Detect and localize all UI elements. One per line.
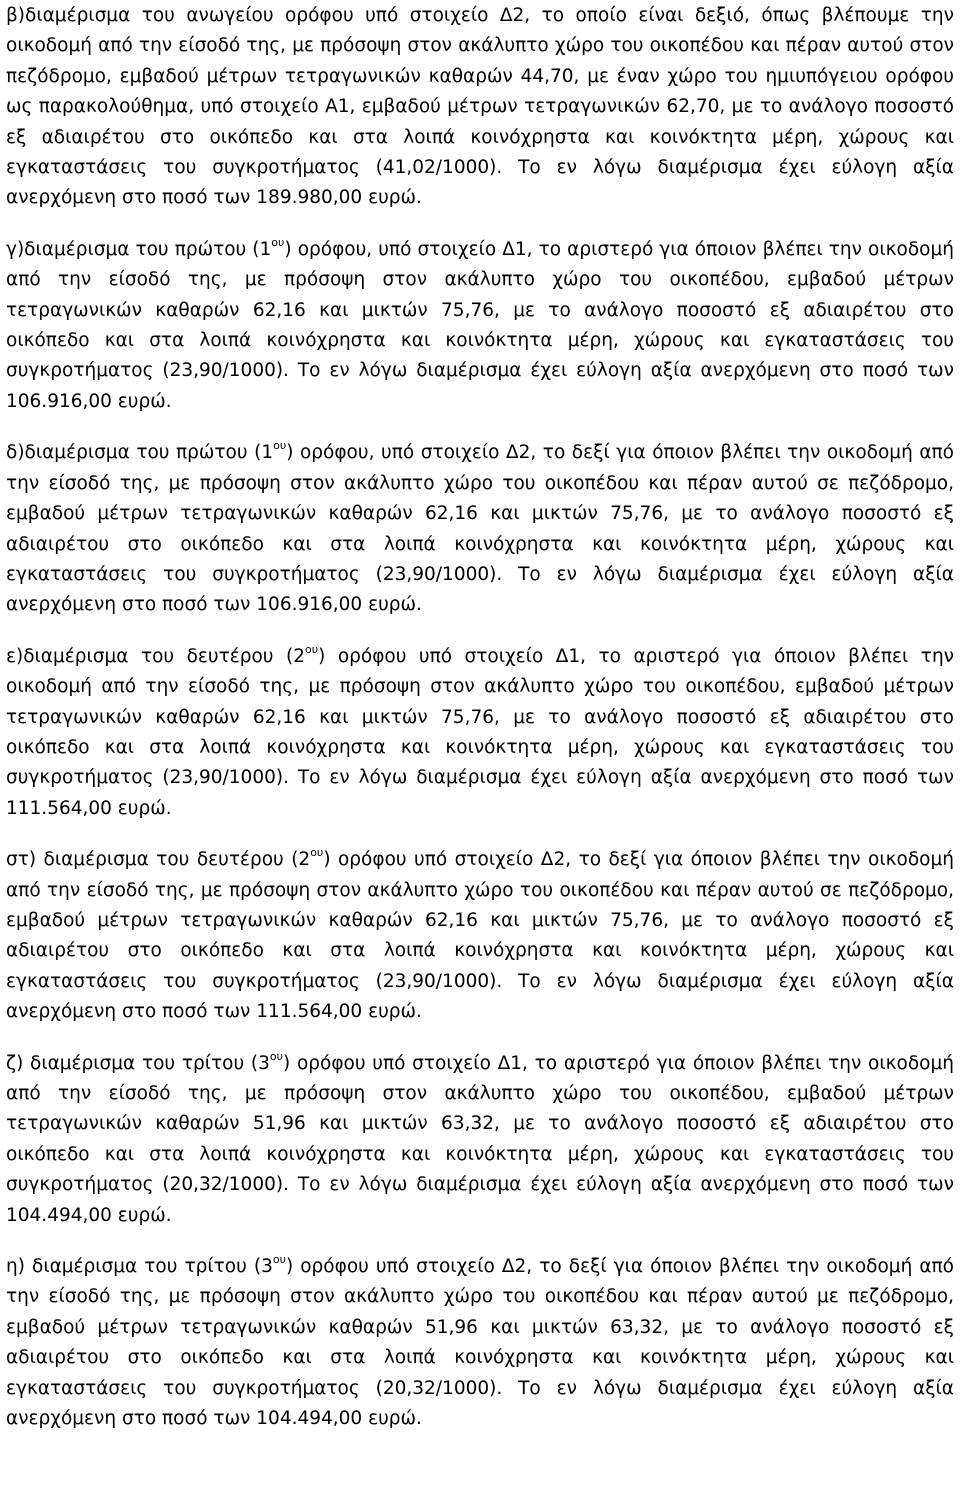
paragraph-e-lead: ε)διαμέρισμα του δευτέρου (2 [6, 645, 305, 667]
ordinal-superscript: ου [310, 846, 324, 860]
ordinal-superscript: ου [273, 439, 287, 453]
paragraph-st-text: ) ορόφου υπό στοιχείο Δ2, το δεξί για όποιον βλέπει την οικοδομή από την είσοδό της, με πρόσοψη στον ακάλυπτο χώρο του οικοπέδου και πέραν αυτού σε πεζόδρομο, εμβαδού μέτρων τετραγωνικών καθαρών 62,16 και μικτών 75,76, με το ανάλογο ποσοστό εξ αδιαιρέτου στο οικόπεδο και στα λοιπά κοινόχρηστα και κοινόκτητα μέρη, χώρους και εγκαταστάσεις του συγκροτήματος (23,90/1000). Το εν λόγω διαμέρισμα έχει εύλογη αξία ανερχόμενη στο ποσό των 111.564,00 ευρώ. [6, 849, 954, 1023]
paragraph-d [6, 438, 954, 620]
paragraph-z [6, 1049, 954, 1231]
paragraph-c-text: ) ορόφου, υπό στοιχείο Δ1, το αριστερό για όποιον βλέπει την οικοδομή από την είσοδό της, με πρόσοψη στον ακάλυπτο χώρο του οικοπέδου, εμβαδού μέτρων τετραγωνικών καθαρών 62,16 και μικτών 75,76, με το ανάλογο ποσοστό εξ αδιαιρέτου στο οικόπεδο και στα λοιπά κοινόχρηστα και κοινόκτητα μέρη, χώρους και εγκαταστάσεις του συγκροτήματος (23,90/1000). Το εν λόγω διαμέρισμα έχει εύλογη αξία ανερχόμενη στο ποσό των 106.916,00 ευρώ. [6, 238, 954, 412]
paragraph-d-text: ) ορόφου, υπό στοιχείο Δ2, το δεξί για όποιον βλέπει την οικοδομή από την είσοδό της, με πρόσοψη στον ακάλυπτο χώρο του οικοπέδου και πέραν αυτού σε πεζόδρομο, εμβαδού μέτρων τετραγωνικών καθαρών 62,16 και μικτών 75,76, με το ανάλογο ποσοστό εξ αδιαιρέτου στο οικόπεδο και στα λοιπά κοινόχρηστα και κοινόκτητα μέρη, χώρους και εγκαταστάσεις του συγκροτήματος (23,90/1000). Το εν λόγω διαμέρισμα έχει εύλογη αξία ανερχόμενη στο ποσό των 106.916,00 ευρώ. [6, 442, 954, 616]
paragraph-h-lead: η) διαμέρισμα του τρίτου (3 [6, 1256, 273, 1278]
ordinal-superscript: ου [305, 642, 319, 656]
ordinal-superscript: ου [271, 235, 285, 249]
paragraph-b [6, 1, 954, 214]
paragraph-h-text: ) ορόφου υπό στοιχείο Δ2, το δεξί για όποιον βλέπει την οικοδομή από την είσοδό της, με πρόσοψη στον ακάλυπτο χώρο του οικοπέδου και πέραν αυτού με πεζόδρομο, εμβαδού μέτρων τετραγωνικών καθαρών 51,96 και μικτών 63,32, με το ανάλογο ποσοστό εξ αδιαιρέτου στο οικόπεδο και στα λοιπά κοινόχρηστα και κοινόκτητα μέρη, χώρους και εγκαταστάσεις του συγκροτήματος (20,32/1000). Το εν λόγω διαμέρισμα έχει εύλογη αξία ανερχόμενη στο ποσό των 104.494,00 ευρώ. [6, 1256, 954, 1430]
paragraph-c [6, 235, 954, 417]
paragraph-z-lead: ζ) διαμέρισμα του τρίτου (3 [6, 1052, 270, 1074]
paragraph-d-lead: δ)διαμέρισμα του πρώτου (1 [6, 442, 274, 464]
paragraph-h [6, 1252, 954, 1434]
paragraph-e [6, 642, 954, 824]
paragraph-st [6, 845, 954, 1027]
paragraph-e-text: ) ορόφου υπό στοιχείο Δ1, το αριστερό για όποιον βλέπει την οικοδομή από την είσοδό της, με πρόσοψη στον ακάλυπτο χώρο του οικοπέδου, εμβαδού μέτρων τετραγωνικών καθαρών 62,16 και μικτών 75,76, με το ανάλογο ποσοστό εξ αδιαιρέτου στο οικόπεδο και στα λοιπά κοινόχρηστα και κοινόκτητα μέρη, χώρους και εγκαταστάσεις του συγκροτήματος (23,90/1000). Το εν λόγω διαμέρισμα έχει εύλογη αξία ανερχόμενη στο ποσό των 111.564,00 ευρώ. [6, 645, 955, 819]
ordinal-superscript: ου [269, 1049, 283, 1063]
paragraph-b-text: β)διαμέρισμα του ανωγείου ορόφου υπό στοιχείο Δ2, το οποίο είναι δεξιό, όπως βλέπουμε την οικοδομή από την είσοδό της, με πρόσοψη στον ακάλυπτο χώρο του οικοπέδου και πέραν αυτού στον πεζόδρομο, εμβαδού μέτρων τετραγωνικών καθαρών 44,70, με έναν χώρο του ημιυπόγειου ορόφου ως παρακολούθημα, υπό στοιχείο Α1, εμβαδού μέτρων τετραγωνικών 62,70, με το ανάλογο ποσοστό εξ αδιαιρέτου στο οικόπεδο και στα λοιπά κοινόχρηστα και κοινόκτητα μέρη, χώρους και εγκαταστάσεις του συγκροτήματος (41,02/1000). Το εν λόγω διαμέρισμα έχει εύλογη αξία ανερχόμενη στο ποσό των 189.980,00 ευρώ. [6, 5, 954, 209]
paragraph-st-lead: στ) διαμέρισμα του δευτέρου (2 [6, 849, 311, 871]
ordinal-superscript: ου [272, 1253, 286, 1267]
paragraph-z-text: ) ορόφου υπό στοιχείο Δ1, το αριστερό για όποιον βλέπει την οικοδομή από την είσοδό της, με πρόσοψη στον ακάλυπτο χώρο του οικοπέδου, εμβαδού μέτρων τετραγωνικών καθαρών 51,96 και μικτών 63,32, με το ανάλογο ποσοστό εξ αδιαιρέτου στο οικόπεδο και στα λοιπά κοινόχρηστα και κοινόκτητα μέρη, χώρους και εγκαταστάσεις του συγκροτήματος (20,32/1000). Το εν λόγω διαμέρισμα έχει εύλογη αξία ανερχόμενη στο ποσό των 104.494,00 ευρώ. [6, 1052, 954, 1226]
paragraph-c-lead: γ)διαμέρισμα του πρώτου (1 [6, 238, 272, 260]
